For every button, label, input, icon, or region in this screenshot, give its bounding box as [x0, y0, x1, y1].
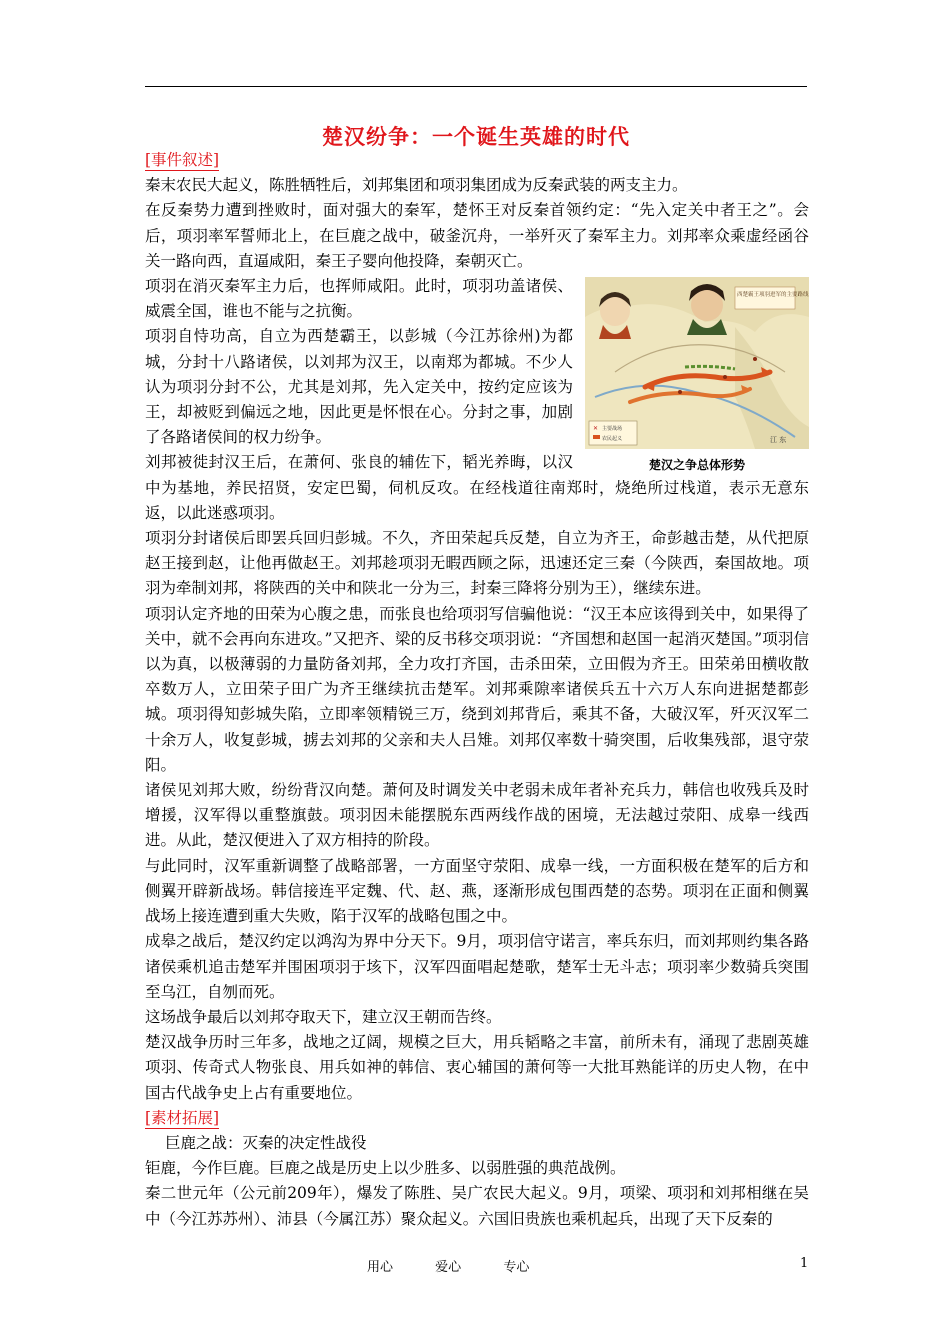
paragraph: 秦末农民大起义，陈胜牺牲后，刘邦集团和项羽集团成为反秦武装的两支主力。	[145, 176, 688, 195]
paragraph: 刘邦被徙封汉王后，在萧何、张良的辅佐下，韬光养晦，以汉中为基地，养民招贤，安定巴蜀，伺机反攻。在经栈道往南郑时，烧绝所过栈道，表示无意东返，以此迷惑项羽。	[145, 453, 809, 522]
city-dot	[753, 357, 757, 361]
map-figure	[585, 277, 809, 473]
footer-item: 用心	[367, 1260, 394, 1275]
footer-item: 专心	[503, 1260, 530, 1275]
page-title: 楚汉纷争：一个诞生英雄的时代	[322, 125, 630, 149]
chu-han-war-map	[585, 277, 809, 449]
paragraph: 项羽分封诸侯后即罢兵回归彭城。不久，齐田荣起兵反楚，自立为齐王，命彭越击楚，从代把原赵王接到赵，让他再做赵王。刘邦趁项羽无暇西顾之际，迅速还定三秦（今陕西，秦国故地。项羽为牵制刘邦，将陕西的关中和陕北一分为三，封秦三降将分别为王），继续东进。	[145, 529, 809, 598]
paragraph: 项羽在消灭秦军主力后，也挥师咸阳。此时，项羽功盖诸侯、威震全国，谁也不能与之抗衡。	[145, 277, 573, 321]
map-region-label: 江 东	[770, 436, 787, 445]
paragraph: 成皋之战后，楚汉约定以鸿沟为界中分天下。9月，项羽信守诺言，率兵东归，而刘邦则约集各路诸侯乘机追击楚军并围困项羽于垓下，汉军四面唱起楚歌，楚军士无斗志；项羽率少数骑兵突围至乌江，自刎而死。	[145, 932, 809, 1001]
section-tag-narrative: [事件叙述]	[145, 151, 220, 169]
map-annotation-box	[735, 287, 795, 309]
section-tag-material: [素材拓展]	[145, 1108, 220, 1127]
paragraph: 楚汉战争历时三年多，战地之辽阔，规模之巨大，用兵韬略之丰富，前所未有，涌现了悲剧英雄项羽、传奇式人物张良、用兵如神的韩信、衷心辅国的萧何等一大批耳熟能详的历史人物，在中国古代战争史上占有重要地位。	[145, 1033, 809, 1102]
city-dot	[723, 375, 727, 379]
legend-marker-x: ✕	[593, 425, 599, 433]
paragraph: 在反秦势力遭到挫败时，面对强大的秦军，楚怀王对反秦首领约定：“先入定关中者王之”。会后，项羽率军誓师北上，在巨鹿之战中，破釜沉舟，一举歼灭了秦军主力。刘邦率众乘虚经函谷关一路向西，直逼咸阳，秦王子婴向他投降，秦朝灭亡。	[145, 201, 809, 270]
main-content	[145, 148, 809, 1232]
page-number: 1	[800, 1256, 809, 1271]
paragraph: 这场战争最后以刘邦夺取天下，建立汉王朝而告终。	[145, 1007, 502, 1026]
paragraph: 秦二世元年（公元前209年），爆发了陈胜、吴广农民大起义。9月，项梁、项羽和刘邦相继在吴中（今江苏苏州）、沛县（今属江苏）聚众起义。六国旧贵族也乘机起兵，出现了天下反秦的	[145, 1184, 809, 1228]
paragraph: 项羽自恃功高，自立为西楚霸王，以彭城（今江苏徐州)为都城，分封十八路诸侯，以刘邦为汉王，以南郑为都城。不少人认为项羽分封不公，尤其是刘邦，先入定关中，按约定应该为王，却被贬到偏远之地，因此更是怀恨在心。分封之事，加剧了各路诸侯间的权力纷争。	[145, 327, 573, 447]
legend-marker-arrow	[593, 435, 600, 439]
map-annotation: 西楚霸王项羽进军的主要路线	[737, 292, 809, 299]
header-rule	[145, 86, 807, 87]
legend-label-1: 主要战场	[602, 426, 623, 433]
footer-motto	[367, 1256, 567, 1275]
figure-caption: 楚汉之争总体形势	[648, 458, 745, 473]
legend-label-2: 农民起义	[602, 436, 623, 443]
paragraph: 钜鹿，今作巨鹿。巨鹿之战是历史上以少胜多、以弱胜强的典范战例。	[145, 1159, 626, 1178]
material-subtitle: 巨鹿之战：灭秦的决定性战役	[165, 1133, 367, 1152]
paragraph: 项羽认定齐地的田荣为心腹之患，而张良也给项羽写信骗他说：“汉王本应该得到关中，如果得了关中，就不会再向东进攻。”又把齐、梁的反书移交项羽说：“齐国想和赵国一起消灭楚国。”项羽信以为真，以极薄弱的力量防备刘邦，全力攻打齐国，击杀田荣，立田假为齐王。田荣弟田横收散卒数万人，立田荣子田广为齐王继续抗击楚军。刘邦乘隙率诸侯兵五十六万人东向进据楚都彭城。项羽得知彭城失陷，立即率领精锐三万，绕到刘邦背后，乘其不备，大破汉军，歼灭汉军二十余万人，收复彭城，掳去刘邦的父亲和夫人吕雉。刘邦仅率数十骑突围，后收集残部，退守荥阳。	[145, 604, 809, 774]
city-dot	[678, 390, 682, 394]
footer-item: 爱心	[435, 1260, 462, 1275]
paragraph: 与此同时，汉军重新调整了战略部署，一方面坚守荥阳、成皋一线，一方面积极在楚军的后方和侧翼开辟新战场。韩信接连平定魏、代、赵、燕，逐渐形成包围西楚的态势。项羽在正面和侧翼战场上接连遭到重大失败，陷于汉军的战略包围之中。	[145, 856, 809, 926]
paragraph: 诸侯见刘邦大败，纷纷背汉向楚。萧何及时调发关中老弱未成年者补充兵力，韩信也收残兵及时增援，汉军得以重整旗鼓。项羽因未能摆脱东西两线作战的困境，无法越过荥阳、成皋一线西进。从此，楚汉便进入了双方相持的阶段。	[145, 781, 809, 850]
